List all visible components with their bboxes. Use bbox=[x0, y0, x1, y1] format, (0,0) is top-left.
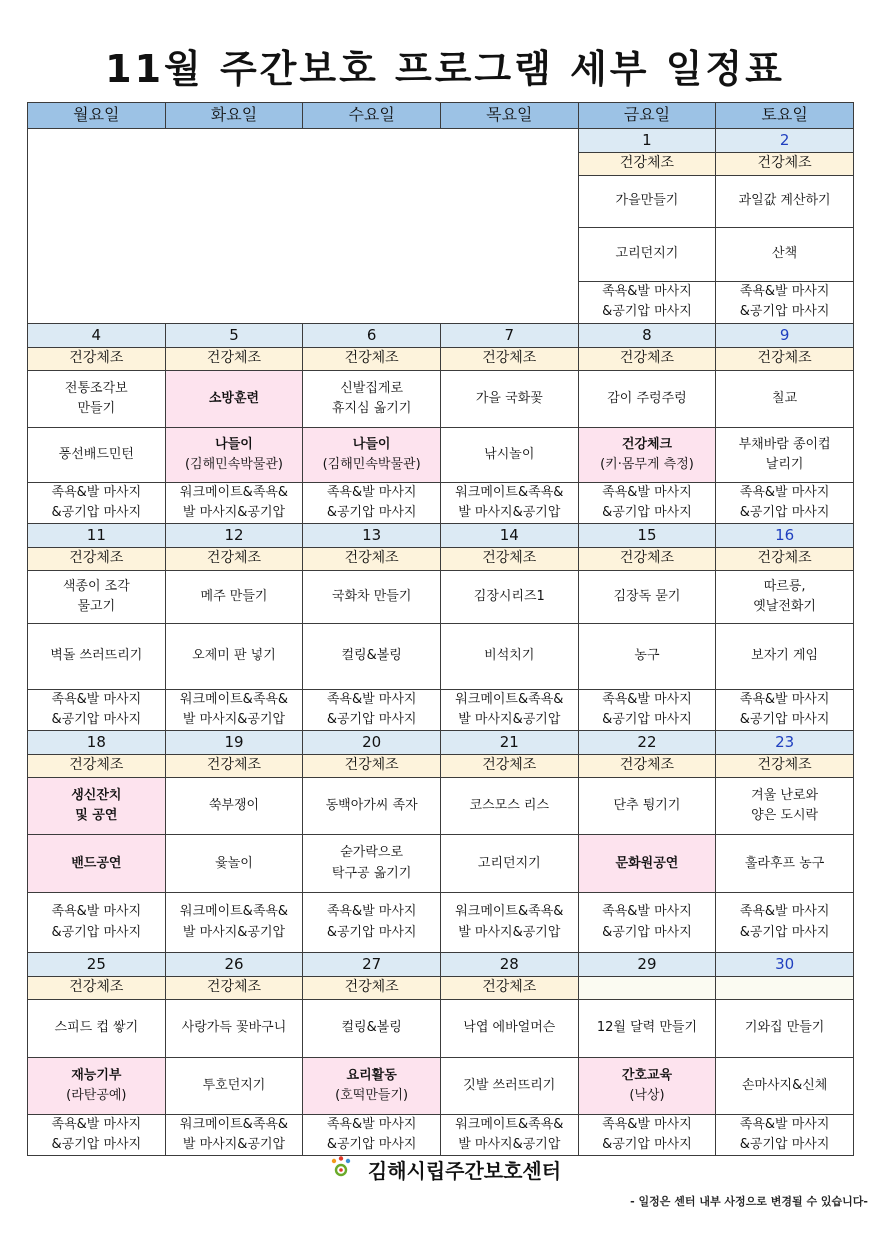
activity-cell bbox=[716, 1000, 854, 1058]
schedule-table bbox=[27, 102, 854, 1156]
activity-cell bbox=[303, 1000, 441, 1058]
exercise-cell: 건강체조 bbox=[303, 755, 441, 778]
activity-cell bbox=[28, 835, 166, 893]
empty-days-block bbox=[28, 128, 579, 323]
activity-row bbox=[28, 570, 854, 623]
activity-cell bbox=[440, 482, 578, 523]
activity-title: 농구 bbox=[634, 648, 660, 664]
activity-title: 족욕&발 마사지 &공기압 마사지 bbox=[739, 904, 830, 940]
exercise-cell: 건강체조 bbox=[28, 548, 166, 571]
date-row bbox=[28, 953, 854, 977]
activity-title: 간호교육 bbox=[621, 1067, 673, 1083]
activity-cell bbox=[28, 689, 166, 730]
activity-title: 낚시놀이 bbox=[484, 446, 535, 462]
date-number: 4 bbox=[28, 323, 166, 347]
activity-row bbox=[28, 482, 854, 523]
date-number: 23 bbox=[716, 731, 854, 755]
activity-title: 메주 만들기 bbox=[200, 588, 268, 604]
activity-title: 보자기 게임 bbox=[751, 648, 819, 664]
activity-title: 국화차 만들기 bbox=[331, 588, 412, 604]
activity-cell bbox=[578, 623, 716, 689]
date-number: 20 bbox=[303, 731, 441, 755]
activity-cell bbox=[440, 1000, 578, 1058]
activity-cell bbox=[303, 623, 441, 689]
activity-title: 족욕&발 마사지 &공기압 마사지 bbox=[326, 1117, 417, 1153]
activity-title: 컬링&볼링 bbox=[341, 648, 402, 664]
date-number: 2 bbox=[716, 128, 854, 152]
exercise-cell: 건강체조 bbox=[165, 755, 303, 778]
activity-title: 산책 bbox=[772, 246, 798, 262]
activity-cell bbox=[440, 689, 578, 730]
activity-title: 족욕&발 마사지 &공기압 마사지 bbox=[326, 904, 417, 940]
exercise-cell: 건강체조 bbox=[303, 347, 441, 370]
date-row bbox=[28, 128, 854, 152]
date-row bbox=[28, 323, 854, 347]
activity-subtitle: (낙상) bbox=[629, 1088, 665, 1104]
activity-cell bbox=[578, 1058, 716, 1115]
activity-title: 족욕&발 마사지 &공기압 마사지 bbox=[602, 904, 692, 940]
activity-cell bbox=[716, 835, 854, 893]
activity-cell bbox=[165, 370, 303, 427]
day-header-mon: 월요일 bbox=[28, 103, 166, 129]
activity-row bbox=[28, 427, 854, 482]
activity-title: 훌라후프 농구 bbox=[744, 855, 825, 871]
activity-cell bbox=[578, 1115, 716, 1156]
date-number: 19 bbox=[165, 731, 303, 755]
exercise-cell: 건강체조 bbox=[578, 153, 716, 176]
activity-title: 전통조각보 만들기 bbox=[64, 380, 128, 416]
date-number: 5 bbox=[165, 323, 303, 347]
date-number: 15 bbox=[578, 523, 716, 547]
activity-cell bbox=[28, 370, 166, 427]
activity-title: 감이 주렁주렁 bbox=[607, 390, 687, 406]
activity-title: 워크메이트&족욕& 발 마사지&공기압 bbox=[179, 484, 289, 520]
activity-cell bbox=[165, 1058, 303, 1115]
exercise-cell: 건강체조 bbox=[716, 153, 854, 176]
activity-title: 족욕&발 마사지 &공기압 마사지 bbox=[602, 691, 692, 728]
exercise-cell: 건강체조 bbox=[578, 548, 716, 571]
date-number: 26 bbox=[165, 953, 303, 977]
activity-cell bbox=[716, 482, 854, 523]
activity-title: 워크메이트&족욕& 발 마사지&공기압 bbox=[455, 1117, 564, 1153]
activity-cell bbox=[165, 427, 303, 482]
activity-cell bbox=[165, 689, 303, 730]
activity-title: 요리활동 bbox=[346, 1067, 397, 1083]
activity-title: 손마사지&신체 bbox=[741, 1077, 828, 1093]
activity-cell bbox=[28, 1058, 166, 1115]
activity-row bbox=[28, 1115, 854, 1156]
activity-cell bbox=[716, 1115, 854, 1156]
activity-cell bbox=[716, 427, 854, 482]
exercise-cell bbox=[578, 977, 716, 1000]
activity-cell bbox=[28, 570, 166, 623]
activity-title: 족욕&발 마사지 &공기압 마사지 bbox=[602, 484, 692, 520]
activity-cell bbox=[440, 370, 578, 427]
activity-title: 족욕&발 마사지 &공기압 마사지 bbox=[739, 284, 830, 320]
day-header-fri: 금요일 bbox=[578, 103, 716, 129]
date-number: 9 bbox=[716, 323, 854, 347]
exercise-cell: 건강체조 bbox=[440, 755, 578, 778]
date-row bbox=[28, 523, 854, 547]
activity-row bbox=[28, 893, 854, 953]
activity-title: 신발집게로 휴지심 옮기기 bbox=[331, 380, 412, 416]
activity-title: 족욕&발 마사지 &공기압 마사지 bbox=[51, 904, 142, 940]
activity-title: 워크메이트&족욕& 발 마사지&공기압 bbox=[179, 904, 289, 940]
activity-title: 건강체크 bbox=[621, 436, 673, 452]
activity-title: 족욕&발 마사지 &공기압 마사지 bbox=[739, 484, 830, 520]
activity-title: 족욕&발 마사지 &공기압 마사지 bbox=[51, 691, 142, 728]
activity-title: 생신잔치 및 공연 bbox=[71, 787, 122, 824]
activity-title: 스피드 컵 쌓기 bbox=[54, 1020, 139, 1036]
activity-cell bbox=[578, 778, 716, 835]
exercise-cell: 건강체조 bbox=[578, 347, 716, 370]
activity-title: 문화원공연 bbox=[615, 855, 679, 871]
activity-cell bbox=[578, 175, 716, 227]
exercise-cell: 건강체조 bbox=[440, 977, 578, 1000]
date-number: 18 bbox=[28, 731, 166, 755]
activity-title: 코스모스 리스 bbox=[469, 798, 550, 814]
activity-cell bbox=[578, 227, 716, 281]
activity-title: 나들이 bbox=[215, 436, 253, 452]
activity-title: 족욕&발 마사지 &공기압 마사지 bbox=[326, 484, 417, 520]
activity-cell bbox=[578, 893, 716, 953]
activity-title: 워크메이트&족욕& 발 마사지&공기압 bbox=[455, 484, 564, 520]
activity-cell bbox=[716, 1058, 854, 1115]
activity-cell bbox=[440, 893, 578, 953]
activity-title: 쑥부쟁이 bbox=[208, 798, 260, 814]
activity-cell bbox=[28, 1000, 166, 1058]
activity-row bbox=[28, 835, 854, 893]
exercise-row bbox=[28, 347, 854, 370]
exercise-cell: 건강체조 bbox=[440, 548, 578, 571]
activity-cell bbox=[716, 893, 854, 953]
exercise-cell: 건강체조 bbox=[28, 977, 166, 1000]
date-number: 21 bbox=[440, 731, 578, 755]
activity-row bbox=[28, 1000, 854, 1058]
activity-row bbox=[28, 623, 854, 689]
activity-cell bbox=[28, 623, 166, 689]
exercise-cell: 건강체조 bbox=[303, 977, 441, 1000]
date-number: 25 bbox=[28, 953, 166, 977]
activity-title: 가을 국화꽃 bbox=[475, 390, 543, 406]
activity-title: 김장시리즈1 bbox=[473, 588, 545, 604]
exercise-cell: 건강체조 bbox=[578, 755, 716, 778]
activity-cell bbox=[440, 778, 578, 835]
activity-cell bbox=[716, 227, 854, 281]
activity-cell bbox=[578, 281, 716, 323]
activity-cell bbox=[578, 835, 716, 893]
activity-cell bbox=[578, 1000, 716, 1058]
sprout-logo-icon bbox=[329, 1155, 353, 1184]
date-number: 14 bbox=[440, 523, 578, 547]
exercise-cell: 건강체조 bbox=[165, 977, 303, 1000]
exercise-cell: 건강체조 bbox=[440, 347, 578, 370]
date-number: 1 bbox=[578, 128, 716, 152]
activity-title: 밴드공연 bbox=[71, 855, 122, 871]
activity-title: 풍선배드민턴 bbox=[58, 446, 134, 462]
activity-title: 깃발 쓰러뜨리기 bbox=[463, 1077, 556, 1093]
activity-title: 12월 달력 만들기 bbox=[596, 1020, 698, 1036]
activity-title: 김장독 묻기 bbox=[613, 588, 681, 604]
activity-cell bbox=[716, 570, 854, 623]
activity-title: 부채바람 종이컵 날리기 bbox=[738, 436, 831, 472]
activity-title: 족욕&발 마사지 &공기압 마사지 bbox=[326, 691, 417, 728]
date-row bbox=[28, 731, 854, 755]
activity-cell bbox=[440, 427, 578, 482]
activity-title: 족욕&발 마사지 &공기압 마사지 bbox=[51, 1117, 142, 1153]
date-number: 11 bbox=[28, 523, 166, 547]
date-number: 29 bbox=[578, 953, 716, 977]
activity-title: 따르릉, 옛날전화기 bbox=[753, 578, 816, 614]
exercise-cell: 건강체조 bbox=[28, 755, 166, 778]
activity-subtitle: (김해민속박물관) bbox=[184, 456, 284, 472]
activity-cell bbox=[165, 835, 303, 893]
date-number: 7 bbox=[440, 323, 578, 347]
date-number: 8 bbox=[578, 323, 716, 347]
exercise-cell: 건강체조 bbox=[303, 548, 441, 571]
activity-cell bbox=[716, 281, 854, 323]
activity-cell bbox=[716, 689, 854, 730]
exercise-row bbox=[28, 755, 854, 778]
activity-cell bbox=[716, 175, 854, 227]
activity-cell bbox=[440, 1058, 578, 1115]
day-header-thu: 목요일 bbox=[440, 103, 578, 129]
activity-cell bbox=[303, 778, 441, 835]
activity-title: 워크메이트&족욕& 발 마사지&공기압 bbox=[179, 1117, 289, 1153]
activity-title: 윷놀이 bbox=[215, 855, 253, 871]
activity-title: 재능기부 bbox=[71, 1067, 122, 1083]
date-number: 28 bbox=[440, 953, 578, 977]
activity-title: 사랑가득 꽃바구니 bbox=[181, 1020, 287, 1036]
activity-cell bbox=[716, 370, 854, 427]
schedule-change-note: - 일정은 센터 내부 사정으로 변경될 수 있습니다- bbox=[630, 1195, 868, 1208]
day-header-sat: 토요일 bbox=[716, 103, 854, 129]
activity-title: 족욕&발 마사지 &공기압 마사지 bbox=[602, 284, 692, 320]
activity-row bbox=[28, 1058, 854, 1115]
activity-title: 워크메이트&족욕& 발 마사지&공기압 bbox=[455, 691, 564, 728]
day-header-wed: 수요일 bbox=[303, 103, 441, 129]
activity-cell bbox=[165, 623, 303, 689]
activity-row bbox=[28, 370, 854, 427]
activity-title: 족욕&발 마사지 &공기압 마사지 bbox=[739, 1117, 830, 1153]
schedule-body bbox=[28, 128, 854, 1156]
activity-cell bbox=[303, 370, 441, 427]
activity-cell bbox=[303, 570, 441, 623]
activity-cell bbox=[440, 835, 578, 893]
date-number: 22 bbox=[578, 731, 716, 755]
activity-title: 동백아가씨 족자 bbox=[325, 798, 418, 814]
date-number: 13 bbox=[303, 523, 441, 547]
activity-cell bbox=[28, 482, 166, 523]
activity-cell bbox=[303, 482, 441, 523]
exercise-row bbox=[28, 548, 854, 571]
activity-title: 나들이 bbox=[352, 436, 391, 452]
exercise-cell: 건강체조 bbox=[165, 347, 303, 370]
center-name: 김해시립주간보호센터 bbox=[367, 1159, 562, 1183]
activity-title: 비석치기 bbox=[484, 648, 535, 664]
activity-title: 색종이 조각 물고기 bbox=[62, 578, 130, 614]
activity-cell bbox=[578, 482, 716, 523]
day-header-tue: 화요일 bbox=[165, 103, 303, 129]
activity-cell bbox=[303, 1115, 441, 1156]
activity-title: 단추 튕기기 bbox=[613, 798, 681, 814]
center-footer bbox=[0, 1155, 890, 1184]
activity-cell bbox=[716, 778, 854, 835]
date-number: 12 bbox=[165, 523, 303, 547]
activity-subtitle: (키·몸무게 측정) bbox=[600, 456, 694, 472]
activity-cell bbox=[440, 570, 578, 623]
activity-cell bbox=[28, 1115, 166, 1156]
activity-cell bbox=[716, 623, 854, 689]
activity-cell bbox=[578, 427, 716, 482]
activity-title: 고리던지기 bbox=[615, 246, 679, 262]
activity-cell bbox=[303, 427, 441, 482]
activity-cell bbox=[28, 427, 166, 482]
activity-cell bbox=[28, 893, 166, 953]
date-number: 6 bbox=[303, 323, 441, 347]
activity-cell bbox=[165, 778, 303, 835]
date-number: 27 bbox=[303, 953, 441, 977]
activity-title: 과일값 계산하기 bbox=[738, 193, 831, 209]
page-title: 11월 주간보호 프로그램 세부 일정표 bbox=[105, 47, 785, 91]
activity-title: 오제미 판 넣기 bbox=[192, 648, 276, 664]
activity-cell bbox=[578, 689, 716, 730]
exercise-cell: 건강체조 bbox=[28, 347, 166, 370]
activity-subtitle: (호떡만들기) bbox=[335, 1088, 409, 1104]
activity-title: 족욕&발 마사지 &공기압 마사지 bbox=[739, 691, 830, 728]
activity-cell bbox=[165, 893, 303, 953]
exercise-cell: 건강체조 bbox=[716, 548, 854, 571]
activity-cell bbox=[165, 1115, 303, 1156]
activity-cell bbox=[303, 893, 441, 953]
exercise-cell: 건강체조 bbox=[165, 548, 303, 571]
activity-cell bbox=[303, 1058, 441, 1115]
activity-title: 숟가락으로 탁구공 옮기기 bbox=[331, 845, 412, 881]
activity-cell bbox=[28, 778, 166, 835]
activity-title: 기와집 만들기 bbox=[744, 1020, 825, 1036]
exercise-cell: 건강체조 bbox=[716, 755, 854, 778]
exercise-cell: 건강체조 bbox=[716, 347, 854, 370]
day-header-row bbox=[28, 103, 854, 129]
activity-cell bbox=[165, 570, 303, 623]
activity-row bbox=[28, 778, 854, 835]
date-number: 30 bbox=[716, 953, 854, 977]
date-number: 16 bbox=[716, 523, 854, 547]
activity-title: 컬링&볼링 bbox=[341, 1020, 402, 1036]
activity-cell bbox=[165, 482, 303, 523]
activity-subtitle: (라탄공예) bbox=[66, 1088, 127, 1104]
activity-row bbox=[28, 689, 854, 730]
activity-cell bbox=[303, 689, 441, 730]
activity-cell bbox=[165, 1000, 303, 1058]
activity-title: 낙엽 에바얼머슨 bbox=[463, 1020, 556, 1036]
activity-title: 가을만들기 bbox=[615, 193, 679, 209]
activity-title: 칠교 bbox=[772, 390, 798, 406]
activity-title: 족욕&발 마사지 &공기압 마사지 bbox=[602, 1117, 692, 1153]
activity-title: 소방훈련 bbox=[208, 390, 260, 406]
activity-title: 족욕&발 마사지 &공기압 마사지 bbox=[51, 484, 142, 520]
activity-cell bbox=[303, 835, 441, 893]
activity-title: 워크메이트&족욕& 발 마사지&공기압 bbox=[455, 904, 564, 940]
activity-subtitle: (김해민속박물관) bbox=[322, 456, 421, 472]
activity-cell bbox=[578, 570, 716, 623]
activity-title: 투호던지기 bbox=[202, 1077, 266, 1093]
exercise-row bbox=[28, 977, 854, 1000]
activity-title: 고리던지기 bbox=[477, 855, 541, 871]
activity-cell bbox=[440, 623, 578, 689]
activity-cell bbox=[440, 1115, 578, 1156]
activity-title: 겨울 난로와 양은 도시락 bbox=[751, 787, 819, 824]
activity-title: 워크메이트&족욕& 발 마사지&공기압 bbox=[179, 691, 289, 728]
exercise-cell bbox=[716, 977, 854, 1000]
activity-title: 벽돌 쓰러뜨리기 bbox=[50, 648, 143, 664]
activity-cell bbox=[578, 370, 716, 427]
